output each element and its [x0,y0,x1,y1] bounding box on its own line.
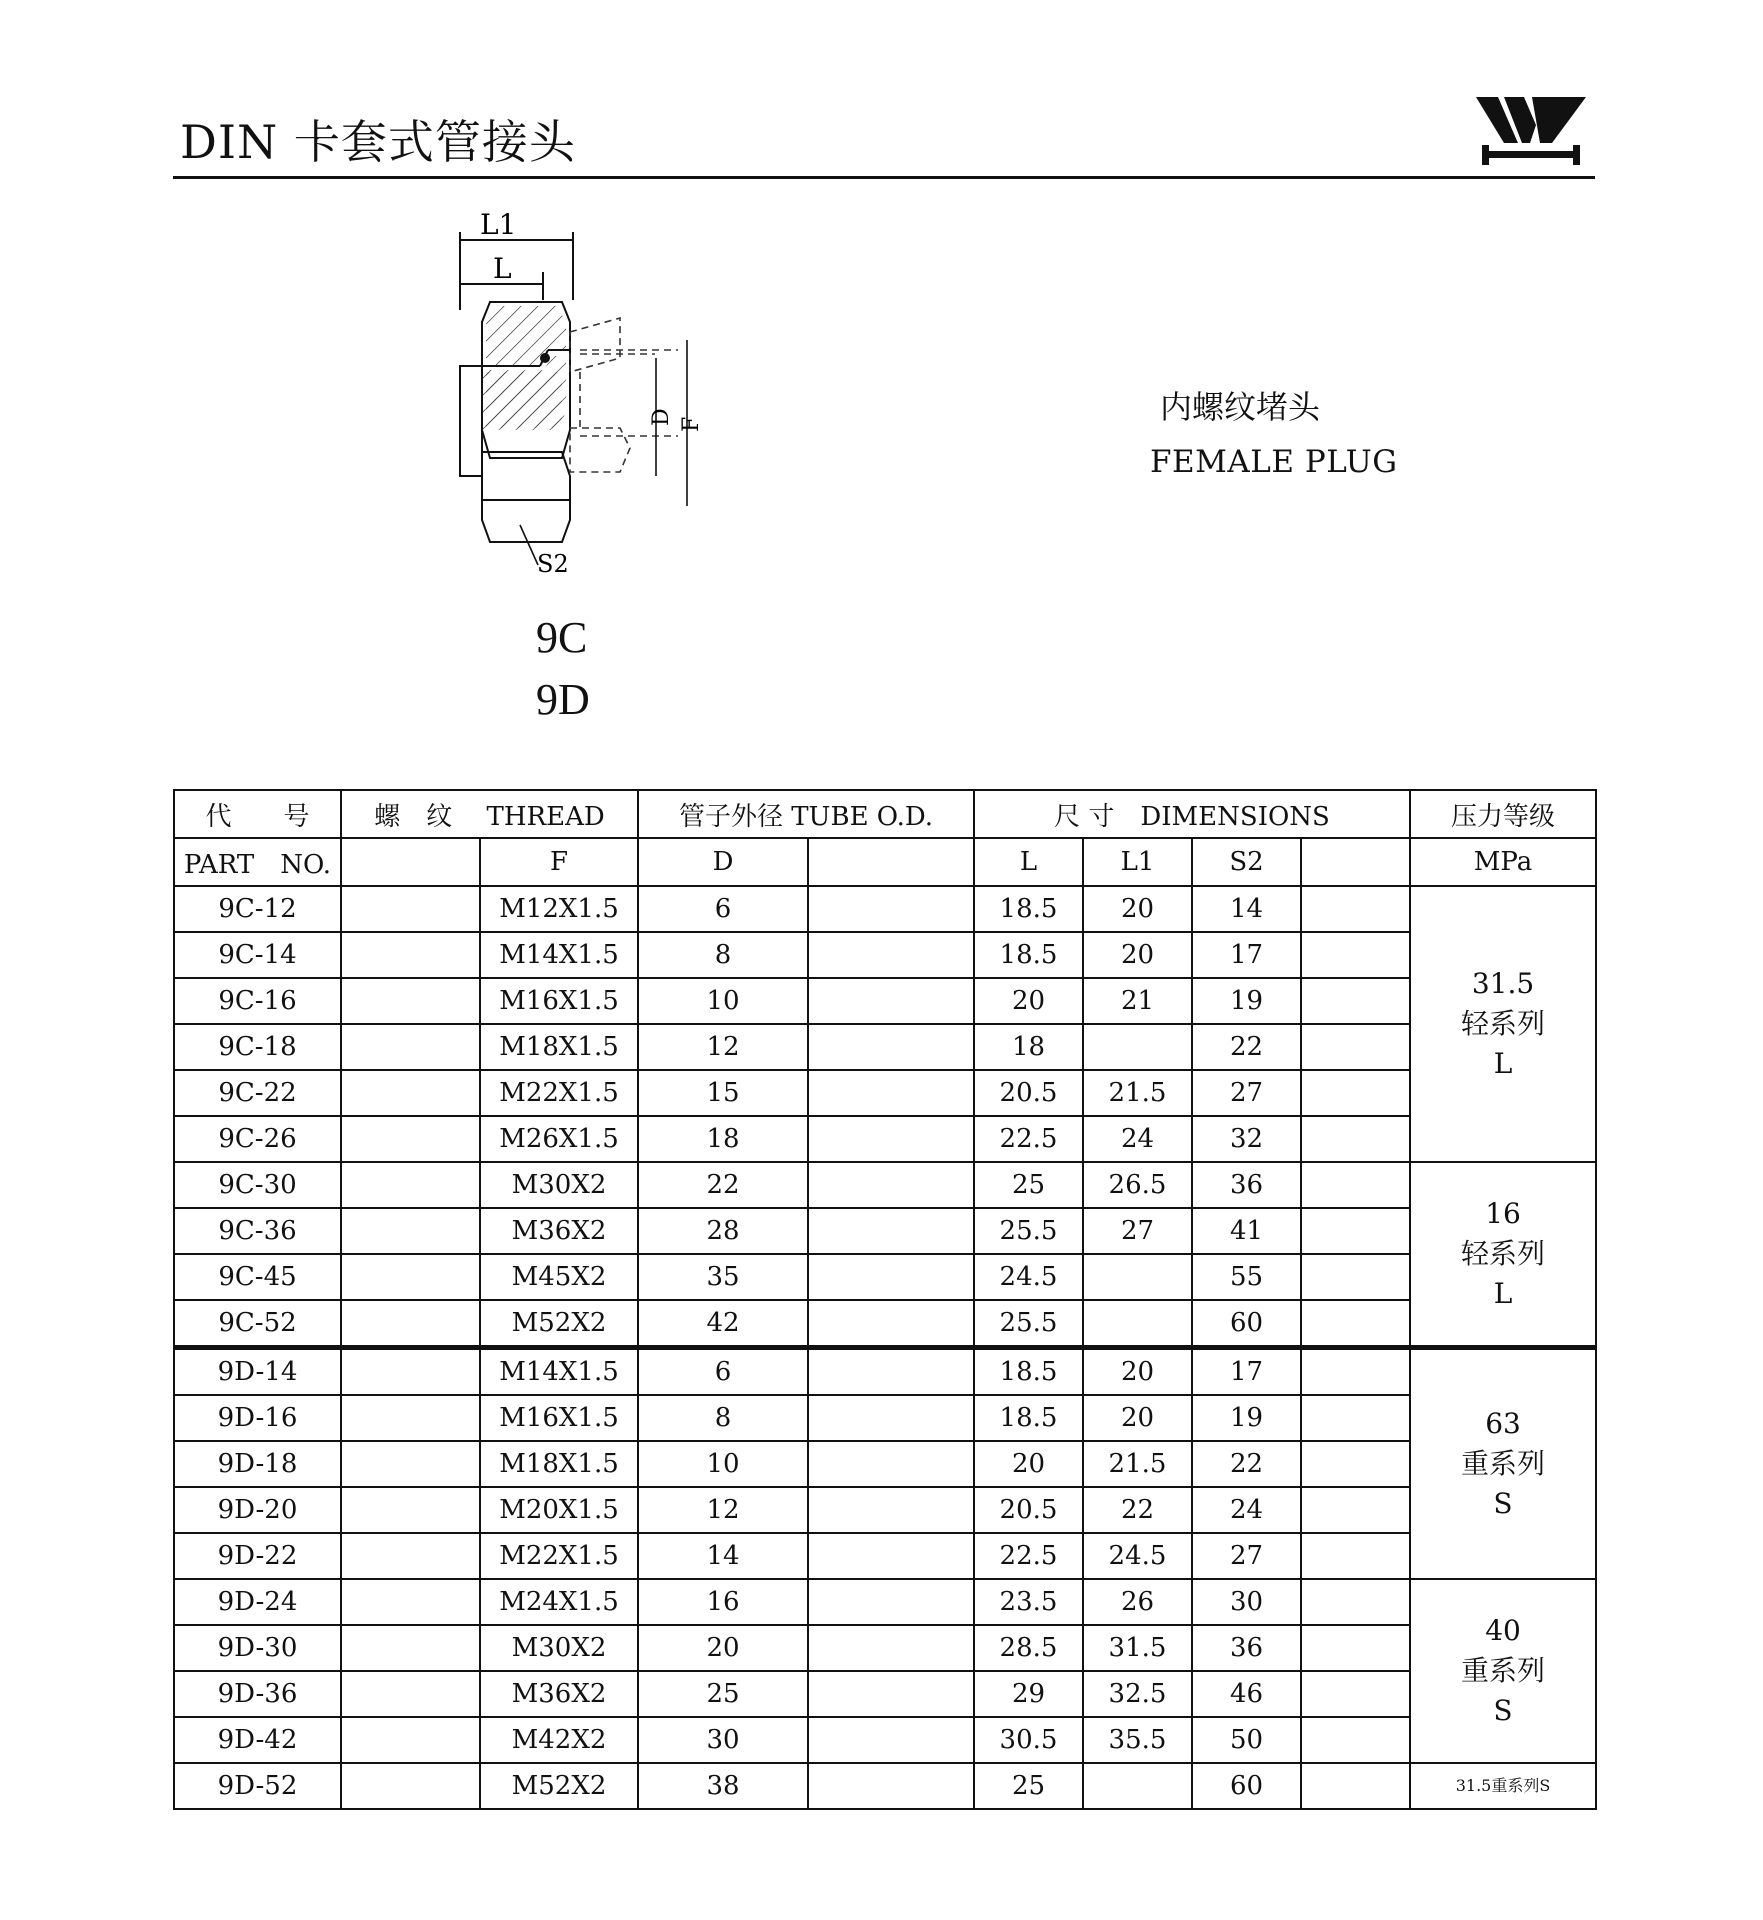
empty-cell [808,1671,974,1717]
thread-cell: M14X1.5 [480,932,638,978]
dim-f-label: F [679,416,704,432]
pressure-grade-cell [1410,1162,1596,1348]
dim-l-cell: 29 [974,1671,1083,1717]
dim-d-label: D [649,408,674,426]
product-name-en: FEMALE PLUG [1150,444,1398,480]
table-row [174,1671,1596,1717]
tube-d-cell: 20 [638,1625,808,1671]
empty-cell [1301,1717,1410,1763]
empty-cell [341,1671,480,1717]
dim-s2-cell: 22 [1192,1441,1301,1487]
thread-cell: M12X1.5 [480,886,638,932]
table-row [174,1487,1596,1533]
empty-cell [1301,978,1410,1024]
table-row [174,1116,1596,1162]
part-no-cell: 9C-16 [174,978,341,1024]
dim-l1-cell: 20 [1083,932,1192,978]
empty-cell [808,1717,974,1763]
part-no-cell: 9C-12 [174,886,341,932]
part-no-cell: 9C-18 [174,1024,341,1070]
dim-l1-cell: 32.5 [1083,1671,1192,1717]
dim-s2-cell: 30 [1192,1579,1301,1625]
header-dimensions: 尺 寸 DIMENSIONS [974,790,1410,838]
thread-cell: M16X1.5 [480,1395,638,1441]
dim-l1-cell: 24 [1083,1116,1192,1162]
dim-l-label: L [493,252,512,285]
title-divider [173,176,1595,179]
empty-cell [1301,1348,1410,1396]
dim-l-cell: 25 [974,1763,1083,1809]
thread-cell: M18X1.5 [480,1441,638,1487]
empty-cell [341,1763,480,1809]
dim-l-cell: 25 [974,1162,1083,1208]
dim-l1-cell: 20 [1083,886,1192,932]
dim-s2-cell: 32 [1192,1116,1301,1162]
tube-d-cell: 30 [638,1717,808,1763]
header-thread: 螺 纹 THREAD [341,790,638,838]
empty-cell [808,1533,974,1579]
part-no-cell: 9C-26 [174,1116,341,1162]
empty-cell [808,886,974,932]
dim-s2-cell: 46 [1192,1671,1301,1717]
pressure-grade-code: L [1493,1277,1513,1310]
dim-l1-cell [1083,1763,1192,1809]
empty-cell [808,1254,974,1300]
pressure-grade-value: 63 [1485,1407,1521,1440]
empty-cell [808,1116,974,1162]
dim-l1-label: L1 [480,208,517,241]
dim-s2-cell: 24 [1192,1487,1301,1533]
part-no-cell: 9D-52 [174,1763,341,1809]
header-part-no: 代 号 [174,790,341,838]
dim-l-cell: 20.5 [974,1487,1083,1533]
table-row [174,1208,1596,1254]
dim-l1-cell [1083,1024,1192,1070]
pressure-grade-cell [1410,1348,1596,1580]
dim-s2-cell: 17 [1192,1348,1301,1396]
header-empty [341,838,480,886]
thread-cell: M36X2 [480,1671,638,1717]
empty-cell [341,1254,480,1300]
empty-cell [1301,1579,1410,1625]
dim-l1-cell: 21.5 [1083,1441,1192,1487]
thread-cell: M20X1.5 [480,1487,638,1533]
dim-s2-cell: 17 [1192,932,1301,978]
dim-l1-cell: 27 [1083,1208,1192,1254]
part-no-cell: 9D-16 [174,1395,341,1441]
header-thread-f: F [480,838,638,886]
pressure-grade-value: 16 [1485,1197,1521,1230]
dim-l-cell: 23.5 [974,1579,1083,1625]
thread-cell: M18X1.5 [480,1024,638,1070]
empty-cell [1301,1162,1410,1208]
dim-s2-cell: 22 [1192,1024,1301,1070]
pressure-grade-cell [1410,886,1596,1162]
dim-s2-cell: 19 [1192,1395,1301,1441]
header-pressure-unit: MPa [1410,838,1596,886]
tube-d-cell: 6 [638,886,808,932]
part-no-cell: 9C-36 [174,1208,341,1254]
empty-cell [341,1487,480,1533]
tube-d-cell: 12 [638,1487,808,1533]
part-no-cell: 9D-30 [174,1625,341,1671]
pressure-grade-cell: 31.5重系列S [1410,1763,1596,1809]
thread-cell: M14X1.5 [480,1348,638,1396]
part-no-cell: 9D-20 [174,1487,341,1533]
empty-cell [341,1625,480,1671]
part-no-cell: 9C-52 [174,1300,341,1348]
empty-cell [341,1024,480,1070]
tube-d-cell: 8 [638,932,808,978]
dim-l1-cell: 20 [1083,1395,1192,1441]
pressure-grade-cell [1410,1579,1596,1763]
thread-cell: M30X2 [480,1162,638,1208]
pressure-grade-code: S [1493,1694,1513,1727]
spec-table [173,789,1597,1810]
dim-l-cell: 30.5 [974,1717,1083,1763]
table-row [174,1162,1596,1208]
tube-d-cell: 22 [638,1162,808,1208]
tube-d-cell: 16 [638,1579,808,1625]
header-dim-l1: L1 [1083,838,1192,886]
tube-d-cell: 10 [638,1441,808,1487]
dim-l-cell: 18 [974,1024,1083,1070]
header-tube-d: D [638,838,808,886]
dim-l1-cell: 26.5 [1083,1162,1192,1208]
dim-l1-cell: 20 [1083,1348,1192,1396]
dim-l-cell: 18.5 [974,886,1083,932]
tube-d-cell: 12 [638,1024,808,1070]
part-no-cell: 9D-36 [174,1671,341,1717]
empty-cell [1301,1116,1410,1162]
thread-cell: M42X2 [480,1717,638,1763]
dim-s2-cell: 55 [1192,1254,1301,1300]
model-code-9c: 9C [536,613,588,662]
part-no-cell: 9D-22 [174,1533,341,1579]
table-header-row-2 [174,838,1596,886]
dim-l1-cell: 24.5 [1083,1533,1192,1579]
part-no-cell: 9D-24 [174,1579,341,1625]
dim-l1-cell: 26 [1083,1579,1192,1625]
empty-cell [341,1116,480,1162]
empty-cell [1301,1208,1410,1254]
thread-cell: M36X2 [480,1208,638,1254]
tube-d-cell: 15 [638,1070,808,1116]
dim-s2-cell: 14 [1192,886,1301,932]
tube-d-cell: 25 [638,1671,808,1717]
header-empty [1301,838,1410,886]
empty-cell [808,1024,974,1070]
header-dim-l: L [974,838,1083,886]
tube-d-cell: 18 [638,1116,808,1162]
part-no-cell: 9C-22 [174,1070,341,1116]
table-row [174,1763,1596,1809]
empty-cell [808,1070,974,1116]
dim-l-cell: 18.5 [974,1395,1083,1441]
dim-l-cell: 20 [974,1441,1083,1487]
dim-s2-cell: 36 [1192,1625,1301,1671]
thread-cell: M52X2 [480,1763,638,1809]
empty-cell [341,1441,480,1487]
table-row [174,978,1596,1024]
header-part-no-en: PART NO. [174,838,341,886]
dim-l-cell: 24.5 [974,1254,1083,1300]
thread-cell: M22X1.5 [480,1070,638,1116]
part-no-cell: 9D-42 [174,1717,341,1763]
dim-l1-cell [1083,1254,1192,1300]
empty-cell [1301,1254,1410,1300]
empty-cell [1301,886,1410,932]
dim-s2-cell: 27 [1192,1070,1301,1116]
dim-l-cell: 22.5 [974,1116,1083,1162]
empty-cell [1301,1533,1410,1579]
empty-cell [1301,1487,1410,1533]
empty-cell [341,1579,480,1625]
empty-cell [808,1208,974,1254]
table-row [174,1024,1596,1070]
empty-cell [1301,1070,1410,1116]
part-no-cell: 9C-14 [174,932,341,978]
part-no-cell: 9D-14 [174,1348,341,1396]
empty-cell [808,1300,974,1348]
header-empty [808,838,974,886]
empty-cell [1301,1625,1410,1671]
dim-s2-label: S2 [537,550,569,578]
dim-l1-cell: 22 [1083,1487,1192,1533]
table-row [174,1717,1596,1763]
empty-cell [808,932,974,978]
model-code-9d: 9D [536,675,590,724]
dim-s2-cell: 60 [1192,1763,1301,1809]
table-row [174,1348,1596,1396]
fitting-drawing [440,200,740,600]
dim-s2-cell: 50 [1192,1717,1301,1763]
empty-cell [341,1162,480,1208]
empty-cell [341,978,480,1024]
empty-cell [341,1070,480,1116]
thread-cell: M16X1.5 [480,978,638,1024]
pressure-grade-series: 轻系列 [1461,1007,1546,1040]
dim-s2-cell: 27 [1192,1533,1301,1579]
product-name-cn: 内螺纹堵头 [1160,388,1321,426]
tube-d-cell: 42 [638,1300,808,1348]
table-row [174,1625,1596,1671]
table-row [174,1254,1596,1300]
table-row [174,1441,1596,1487]
empty-cell [341,1208,480,1254]
dim-l-cell: 25.5 [974,1300,1083,1348]
header-pressure: 压力等级 [1410,790,1596,838]
table-row [174,1395,1596,1441]
pressure-grade-value: 40 [1485,1614,1521,1647]
empty-cell [808,1395,974,1441]
dim-l1-cell: 21 [1083,978,1192,1024]
tube-d-cell: 10 [638,978,808,1024]
table-row [174,1533,1596,1579]
table-row [174,1070,1596,1116]
empty-cell [341,932,480,978]
tube-d-cell: 28 [638,1208,808,1254]
header-dim-s2: S2 [1192,838,1301,886]
dim-l-cell: 20.5 [974,1070,1083,1116]
thread-cell: M26X1.5 [480,1116,638,1162]
dim-l-cell: 18.5 [974,932,1083,978]
empty-cell [1301,1024,1410,1070]
pressure-grade-series: 重系列 [1461,1654,1546,1687]
table-row [174,1579,1596,1625]
dim-l-cell: 25.5 [974,1208,1083,1254]
empty-cell [1301,1671,1410,1717]
dim-s2-cell: 41 [1192,1208,1301,1254]
dim-l-cell: 28.5 [974,1625,1083,1671]
header-tube-od: 管子外径 TUBE O.D. [638,790,974,838]
tube-d-cell: 14 [638,1533,808,1579]
empty-cell [341,886,480,932]
thread-cell: M30X2 [480,1625,638,1671]
dim-s2-cell: 19 [1192,978,1301,1024]
page-title: DIN 卡套式管接头 [180,115,576,169]
part-no-cell: 9D-18 [174,1441,341,1487]
empty-cell [808,1763,974,1809]
brand-logo [1474,95,1588,170]
dim-l1-cell: 35.5 [1083,1717,1192,1763]
thread-cell: M45X2 [480,1254,638,1300]
empty-cell [808,1579,974,1625]
dim-l-cell: 20 [974,978,1083,1024]
dim-l-cell: 18.5 [974,1348,1083,1396]
pressure-grade-code: S [1493,1487,1513,1520]
empty-cell [341,1348,480,1396]
dim-l-cell: 22.5 [974,1533,1083,1579]
empty-cell [808,1348,974,1396]
thread-cell: M52X2 [480,1300,638,1348]
empty-cell [808,1487,974,1533]
thread-cell: M22X1.5 [480,1533,638,1579]
empty-cell [341,1395,480,1441]
empty-cell [808,1441,974,1487]
tube-d-cell: 6 [638,1348,808,1396]
empty-cell [1301,1395,1410,1441]
empty-cell [1301,1763,1410,1809]
empty-cell [808,978,974,1024]
pressure-grade-series: 重系列 [1461,1447,1546,1480]
tube-d-cell: 38 [638,1763,808,1809]
pressure-grade-value: 31.5 [1471,967,1535,1000]
thread-cell: M24X1.5 [480,1579,638,1625]
dim-l1-cell: 31.5 [1083,1625,1192,1671]
pressure-grade-series: 轻系列 [1461,1237,1546,1270]
empty-cell [341,1300,480,1348]
empty-cell [341,1533,480,1579]
empty-cell [341,1717,480,1763]
part-no-cell: 9C-45 [174,1254,341,1300]
table-row [174,886,1596,932]
empty-cell [808,1625,974,1671]
table-header-row-1 [174,790,1596,838]
table-row [174,1300,1596,1348]
dim-l1-cell: 21.5 [1083,1070,1192,1116]
tube-d-cell: 8 [638,1395,808,1441]
empty-cell [1301,1441,1410,1487]
tube-d-cell: 35 [638,1254,808,1300]
dim-s2-cell: 60 [1192,1300,1301,1348]
spec-table-body [174,886,1596,1809]
dim-s2-cell: 36 [1192,1162,1301,1208]
empty-cell [1301,1300,1410,1348]
empty-cell [1301,932,1410,978]
empty-cell [808,1162,974,1208]
table-row [174,932,1596,978]
pressure-grade-code: L [1493,1047,1513,1080]
part-no-cell: 9C-30 [174,1162,341,1208]
dim-l1-cell [1083,1300,1192,1348]
